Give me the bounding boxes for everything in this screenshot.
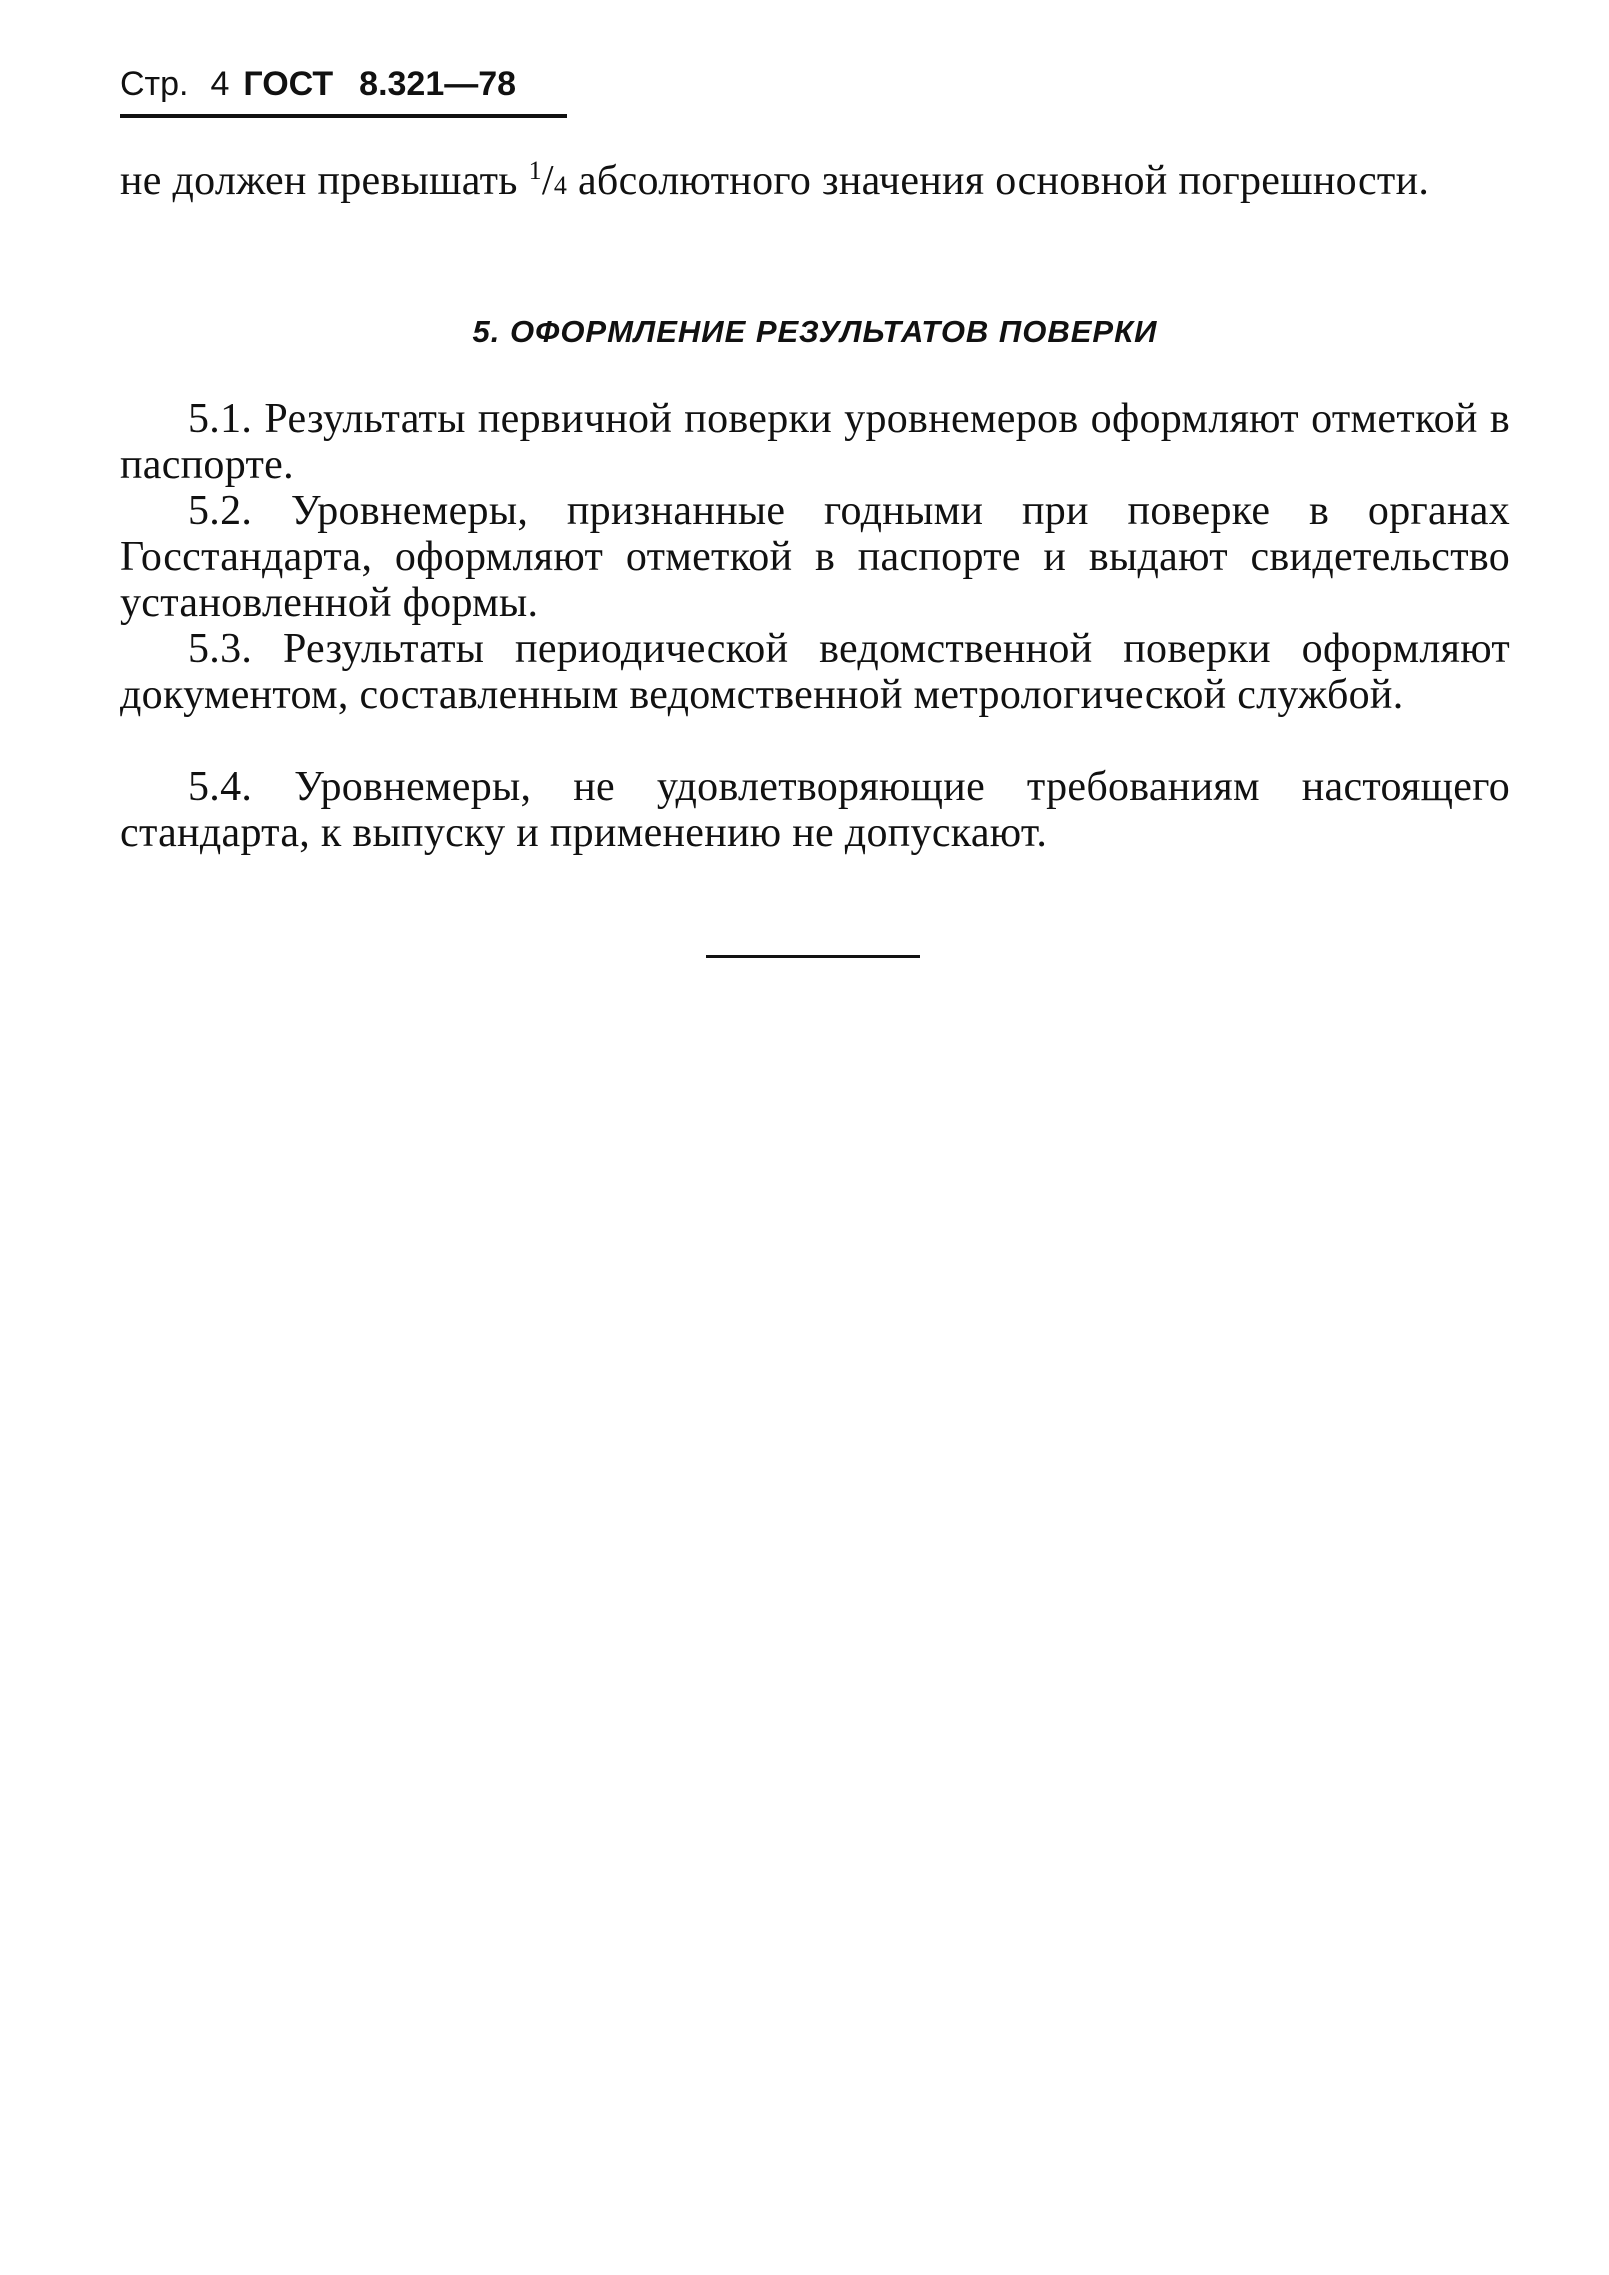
header-underline <box>120 114 567 118</box>
fraction-numerator: 1 <box>528 156 542 185</box>
page-number: 4 <box>210 65 230 103</box>
standard-name: ГОСТ <box>243 65 334 103</box>
intro-text-after: абсолютного значения основной погрешности. <box>567 158 1430 204</box>
intro-paragraph <box>120 158 1510 209</box>
end-divider <box>706 955 920 958</box>
fraction-slash: / <box>541 158 554 204</box>
fraction-denominator: 4 <box>553 171 568 200</box>
paragraph-5-1: 5.1. Результаты первичной поверки уровнемеров оформляют отметкой в паспорте. <box>120 396 1510 488</box>
paragraph-5-3: 5.3. Результаты периодической ведомственной поверки оформляют документом, составленным ведомственной метрологической службой. <box>120 626 1510 718</box>
section-title: 5. ОФОРМЛЕНИЕ РЕЗУЛЬТАТОВ ПОВЕРКИ <box>472 314 1158 349</box>
page-label: Стр. <box>120 65 189 103</box>
paragraph-5-2: 5.2. Уровнемеры, признанные годными при поверке в органах Госстандарта, оформляют отметкой в паспорте и выдают свидетельство установленной формы. <box>120 488 1510 626</box>
intro-text-before: не должен превышать <box>120 158 529 204</box>
page-header <box>120 64 516 104</box>
paragraph-5-4: 5.4. Уровнемеры, не удовлетворяющие требованиям настоящего стандарта, к выпуску и применению не допускают. <box>120 764 1510 856</box>
standard-number: 8.321—78 <box>359 65 517 103</box>
